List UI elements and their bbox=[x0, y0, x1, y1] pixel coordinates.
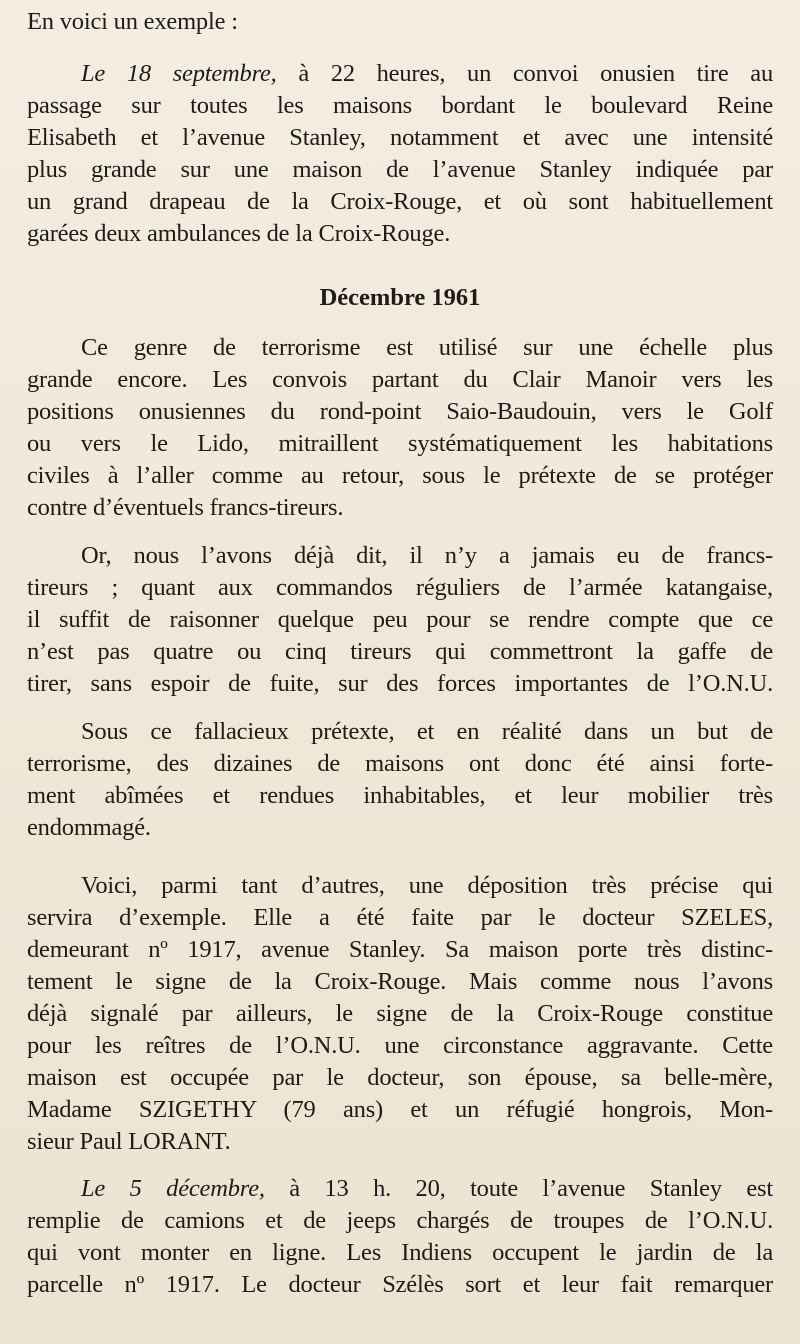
text-line: contre d’éventuels francs-tireurs. bbox=[27, 494, 344, 521]
text-line: il suffit de raisonner quelque peu pour se rendre compte que ce bbox=[27, 606, 773, 633]
italic-date: Le 18 septembre, bbox=[81, 60, 277, 87]
text-line: maison est occupée par le docteur, son épouse, sa belle-mère, bbox=[27, 1064, 773, 1091]
text-line: grande encore. Les convois partant du Clair Manoir vers les bbox=[27, 366, 773, 393]
text-line: tirer, sans espoir de fuite, sur des forces importantes de l’O.N.U. bbox=[27, 670, 773, 697]
paragraph-francs-tireurs bbox=[27, 540, 773, 700]
text-line: Ce genre de terrorisme est utilisé sur une échelle plus bbox=[81, 334, 773, 361]
text-line: passage sur toutes les maisons bordant le boulevard Reine bbox=[27, 92, 773, 119]
text-line: pour les reîtres de l’O.N.U. une circonstance aggravante. Cette bbox=[27, 1032, 773, 1059]
text-line: qui vont monter en ligne. Les Indiens occupent le jardin de la bbox=[27, 1239, 773, 1266]
text-line: endommagé. bbox=[27, 814, 151, 841]
paragraph-5-decembre bbox=[27, 1173, 773, 1301]
text-line: garées deux ambulances de la Croix-Rouge. bbox=[27, 220, 451, 247]
text-line: civiles à l’aller comme au retour, sous le prétexte de se protéger bbox=[27, 462, 773, 489]
text-line: Le 5 décembre, à 13 h. 20, toute l’avenue Stanley est bbox=[81, 1175, 774, 1202]
text-line: servira d’exemple. Elle a été faite par le docteur SZELES, bbox=[27, 904, 773, 931]
text-line: Sous ce fallacieux prétexte, et en réalité dans un but de bbox=[81, 718, 773, 745]
text-line: Madame SZIGETHY (79 ans) et un réfugié hongrois, Mon- bbox=[27, 1096, 773, 1123]
text-line: Le 18 septembre, à 22 heures, un convoi onusien tire au bbox=[81, 60, 773, 87]
paragraph-18-septembre bbox=[27, 58, 773, 250]
text-line: un grand drapeau de la Croix-Rouge, et où sont habituellement bbox=[27, 188, 773, 215]
paragraph-pretexte bbox=[27, 716, 773, 844]
text-line: Voici, parmi tant d’autres, une déposition très précise qui bbox=[81, 872, 773, 899]
text-line: tireurs ; quant aux commandos réguliers de l’armée katangaise, bbox=[27, 574, 773, 601]
paragraph-deposition bbox=[27, 870, 773, 1158]
text-line: déjà signalé par ailleurs, le signe de la Croix-Rouge constitue bbox=[27, 1000, 773, 1027]
text-line: parcelle nº 1917. Le docteur Szélès sort et leur fait remarquer bbox=[27, 1271, 773, 1298]
paragraph-terrorisme bbox=[27, 332, 773, 524]
text-line: ment abîmées et rendues inhabitables, et leur mobilier très bbox=[27, 782, 773, 809]
section-heading: Décembre 1961 bbox=[319, 284, 481, 311]
text-line: Elisabeth et l’avenue Stanley, notamment et avec une intensité bbox=[27, 124, 773, 151]
italic-date: Le 5 décembre, bbox=[81, 1175, 265, 1202]
intro-paragraph bbox=[27, 6, 773, 38]
text-line: remplie de camions et de jeeps chargés de troupes de l’O.N.U. bbox=[27, 1207, 773, 1234]
text-line: plus grande sur une maison de l’avenue Stanley indiquée par bbox=[27, 156, 773, 183]
text-line: tement le signe de la Croix-Rouge. Mais comme nous l’avons bbox=[27, 968, 773, 995]
text-line: ou vers le Lido, mitraillent systématiquement les habitations bbox=[27, 430, 773, 457]
text-line: terrorisme, des dizaines de maisons ont donc été ainsi forte- bbox=[27, 750, 773, 777]
text-line: positions onusiennes du rond-point Saio-Baudouin, vers le Golf bbox=[27, 398, 773, 425]
text-line: Or, nous l’avons déjà dit, il n’y a jamais eu de francs- bbox=[81, 542, 773, 569]
text-line: demeurant nº 1917, avenue Stanley. Sa maison porte très distinc- bbox=[27, 936, 773, 963]
text-line: n’est pas quatre ou cinq tireurs qui commettront la gaffe de bbox=[27, 638, 773, 665]
text-line: En voici un exemple : bbox=[27, 8, 238, 35]
text-line: sieur Paul LORANT. bbox=[27, 1128, 231, 1155]
